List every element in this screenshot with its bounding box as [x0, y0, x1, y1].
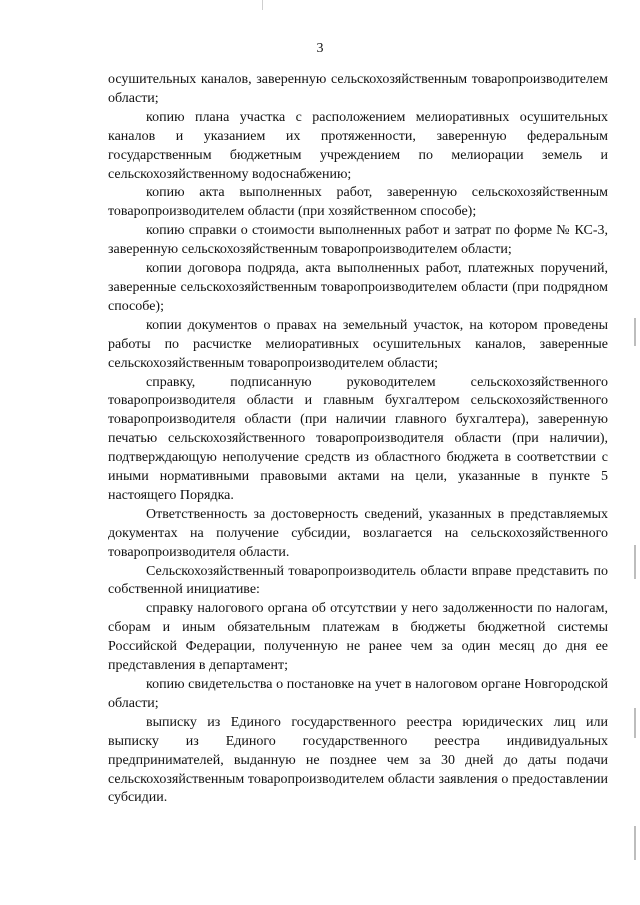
- paragraph: копию свидетельства о постановке на учет в налоговом органе Новгородской области;: [108, 677, 608, 711]
- paragraph: копию справки о стоимости выполненных работ и затрат по форме № КС-3, заверенную сельскохозяйственным товаропроизводителем области;: [108, 223, 608, 258]
- paragraph: осушительных каналов, заверенную сельскохозяйственным товаропроизводителем области;: [108, 72, 608, 106]
- paragraph: справку налогового органа об отсутствии у него задолженности по налогам, сборам и иным обязательным платежам в бюджеты бюджетной системы Российской Федерации, полученную не ранее чем за один месяц до дня ее представления в департамент;: [108, 601, 608, 674]
- scan-edge-mark: [634, 708, 636, 738]
- document-body: [108, 71, 608, 808]
- scan-edge-mark: [634, 318, 636, 346]
- paragraph: Ответственность за достоверность сведений, указанных в представляемых документах на получение субсидии, возлагается на сельскохозяйственного товаропроизводителя области.: [108, 506, 608, 560]
- paragraph: копии документов о правах на земельный участок, на котором проведены работы по расчистке мелиоративных осушительных каналов, заверенные сельскохозяйственным товаропроизводителем области;: [108, 317, 608, 371]
- page-number: 3: [316, 41, 324, 56]
- paragraph: копию плана участка с расположением мелиоративных осушительных каналов и указанием их протяженности, заверенную федеральным государственным бюджетным учреждением по мелиорации земель и сельскохозяйственному водоснабжению;: [108, 109, 608, 182]
- paragraph: Сельскохозяйственный товаропроизводитель области вправе представить по собственной инициативе:: [108, 563, 608, 598]
- scan-edge-mark: [634, 545, 636, 579]
- paragraph: копии договора подряда, акта выполненных работ, платежных поручений, заверенные сельскохозяйственным товаропроизводителем области (при подрядном способе);: [108, 261, 608, 314]
- paragraph: справку, подписанную руководителем сельскохозяйственного товаропроизводителя области и главным бухгалтером сельскохозяйственного товаропроизводителя области (при наличии главного бухгалтера), заверенную печатью сельскохозяйственного товаропроизводителя области (при наличии), подтверждающую неполучение средств из областного бюджета в соответствии с иными нормативными правовыми актами на цели, указанные в пункте 5 настоящего Порядка.: [108, 374, 608, 503]
- paragraph: копию акта выполненных работ, заверенную сельскохозяйственным товаропроизводителем области (при хозяйственном способе);: [108, 185, 608, 220]
- scan-edge-mark: [634, 826, 636, 860]
- paragraph: выписку из Единого государственного реестра юридических лиц или выписку из Единого государственного реестра индивидуальных предпринимателей, выданную не позднее чем за 30 дней до даты подачи сельскохозяйственным товаропроизводителем области заявления о предоставлении субсидии.: [108, 714, 608, 806]
- scan-mark: [262, 0, 269, 10]
